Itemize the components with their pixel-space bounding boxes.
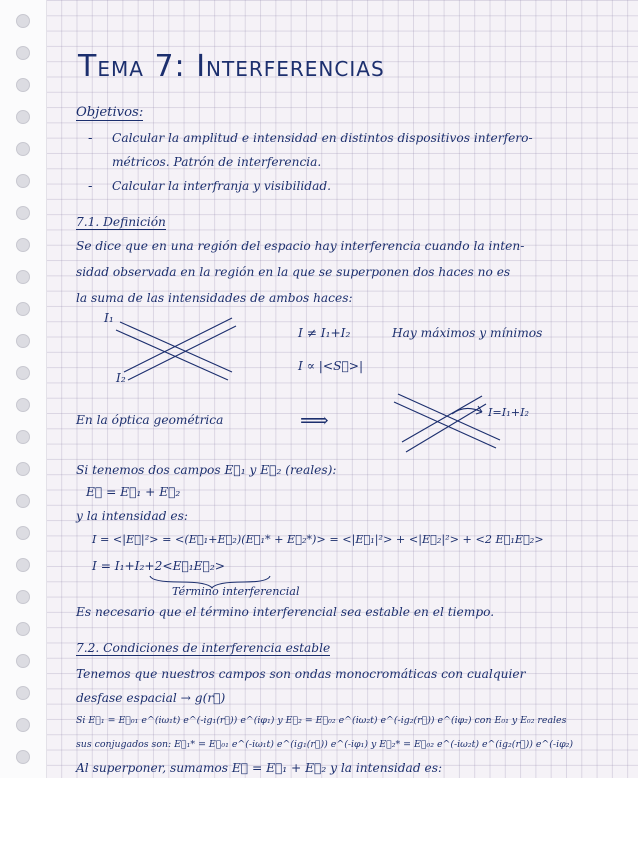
label-i2: I₂: [116, 371, 126, 385]
paragraph-line-1: Se dice que en una región del espacio hay interferencia cuando la inten-: [76, 239, 525, 253]
label-i1: I₁: [104, 311, 114, 325]
title-word: EMA: [97, 57, 144, 81]
paragraph-line-3: la suma de las intensidades de ambos haces:: [76, 291, 353, 305]
equation-intensity-expanded: I = <|E⃗|²> = <(E⃗₁+E⃗₂)(E⃗₁* + E⃗₂*)> = <|E⃗₁|²> + <|E⃗₂|²> + <2 E⃗₁E⃗₂>: [92, 533, 544, 546]
title-initial: T: [78, 49, 98, 84]
maxima-minima-text: Hay máximos y mínimos: [392, 326, 543, 340]
title-word-2: NTERFERENCIAS: [206, 57, 385, 81]
section2-line-4: sus conjugados son: E⃗₁* = E⃗₀₁ e^(-iω₁t) e^(ig₁(r⃗)) e^(-iφ₁) y E⃗₂* = E⃗₀₂ e^(-iω₂t) e^(ig₂(r⃗)) e^(-iφ₂): [76, 739, 574, 750]
beam-2-line-b: [128, 326, 236, 380]
section2-line-2: desfase espacial → g(r⃗): [76, 691, 226, 705]
section2-line-1: Tenemos que nuestros campos son ondas monocromáticas con cualquier: [76, 667, 526, 681]
equation-not-equal: I ≠ I₁+I₂: [298, 326, 351, 340]
optica-geometrica-text: En la óptica geométrica: [76, 413, 224, 427]
geo-beam-2-a: [402, 396, 482, 442]
objetivo-1-line-1: Calcular la amplitud e intensidad en distintos dispositivos interfero-: [112, 131, 533, 145]
beam-2-line-a: [124, 318, 232, 372]
geo-intensity-label: I=I₁+I₂: [488, 406, 529, 419]
objetivo-dash-1: -: [88, 131, 93, 146]
objetivo-dash-2: -: [88, 179, 93, 194]
beam-1-line-a: [120, 322, 232, 372]
geo-arrow-head-b: [476, 412, 482, 414]
beam-1-line-b: [116, 330, 228, 380]
geo-beam-1-a: [398, 394, 500, 440]
implies-arrow: ⟹: [300, 408, 329, 432]
objetivos-heading: Objetivos:: [76, 105, 144, 120]
estable-text: Es necesario que el término interferencial sea estable en el tiempo.: [76, 605, 495, 619]
equation-proportional: I ∝ |<S⃗>|: [298, 359, 364, 373]
section2-line-3: Si E⃗₁ = E⃗₀₁ e^(iω₁t) e^(-ig₁(r⃗)) e^(iφ₁) y E⃗₂ = E⃗₀₂ e^(iω₂t) e^(-ig₂(r⃗)) e^(iφ₂) con E₀₁ y E₀₂ reales: [76, 715, 567, 726]
geo-beam-1-b: [394, 402, 496, 448]
termino-interferencial-label: Término interferencial: [172, 585, 300, 598]
section-heading-definicion: 7.1. Definición: [76, 215, 166, 229]
objetivo-1-line-2: métricos. Patrón de interferencia.: [112, 155, 322, 169]
objetivo-2-line-1: Calcular la interfranja y visibilidad.: [112, 179, 332, 193]
section2-line-5: Al superponer, sumamos E⃗ = E⃗₁ + E⃗₂ y la intensidad es:: [76, 761, 443, 775]
title-initial-2: I: [196, 49, 207, 84]
section-heading-condiciones: 7.2. Condiciones de interferencia estable: [76, 641, 331, 655]
equation-intensity-short: I = I₁+I₂+2<E⃗₁E⃗₂>: [92, 559, 225, 573]
paragraph-line-2: sidad observada en la región en la que se superponen dos haces no es: [76, 265, 511, 279]
dos-campos-text: Si tenemos dos campos E⃗₁ y E⃗₂ (reales):: [76, 463, 337, 477]
intensidad-text: y la intensidad es:: [76, 509, 188, 523]
title-number: 7:: [143, 49, 197, 84]
equation-field-sum: E⃗ = E⃗₁ + E⃗₂: [86, 485, 181, 499]
